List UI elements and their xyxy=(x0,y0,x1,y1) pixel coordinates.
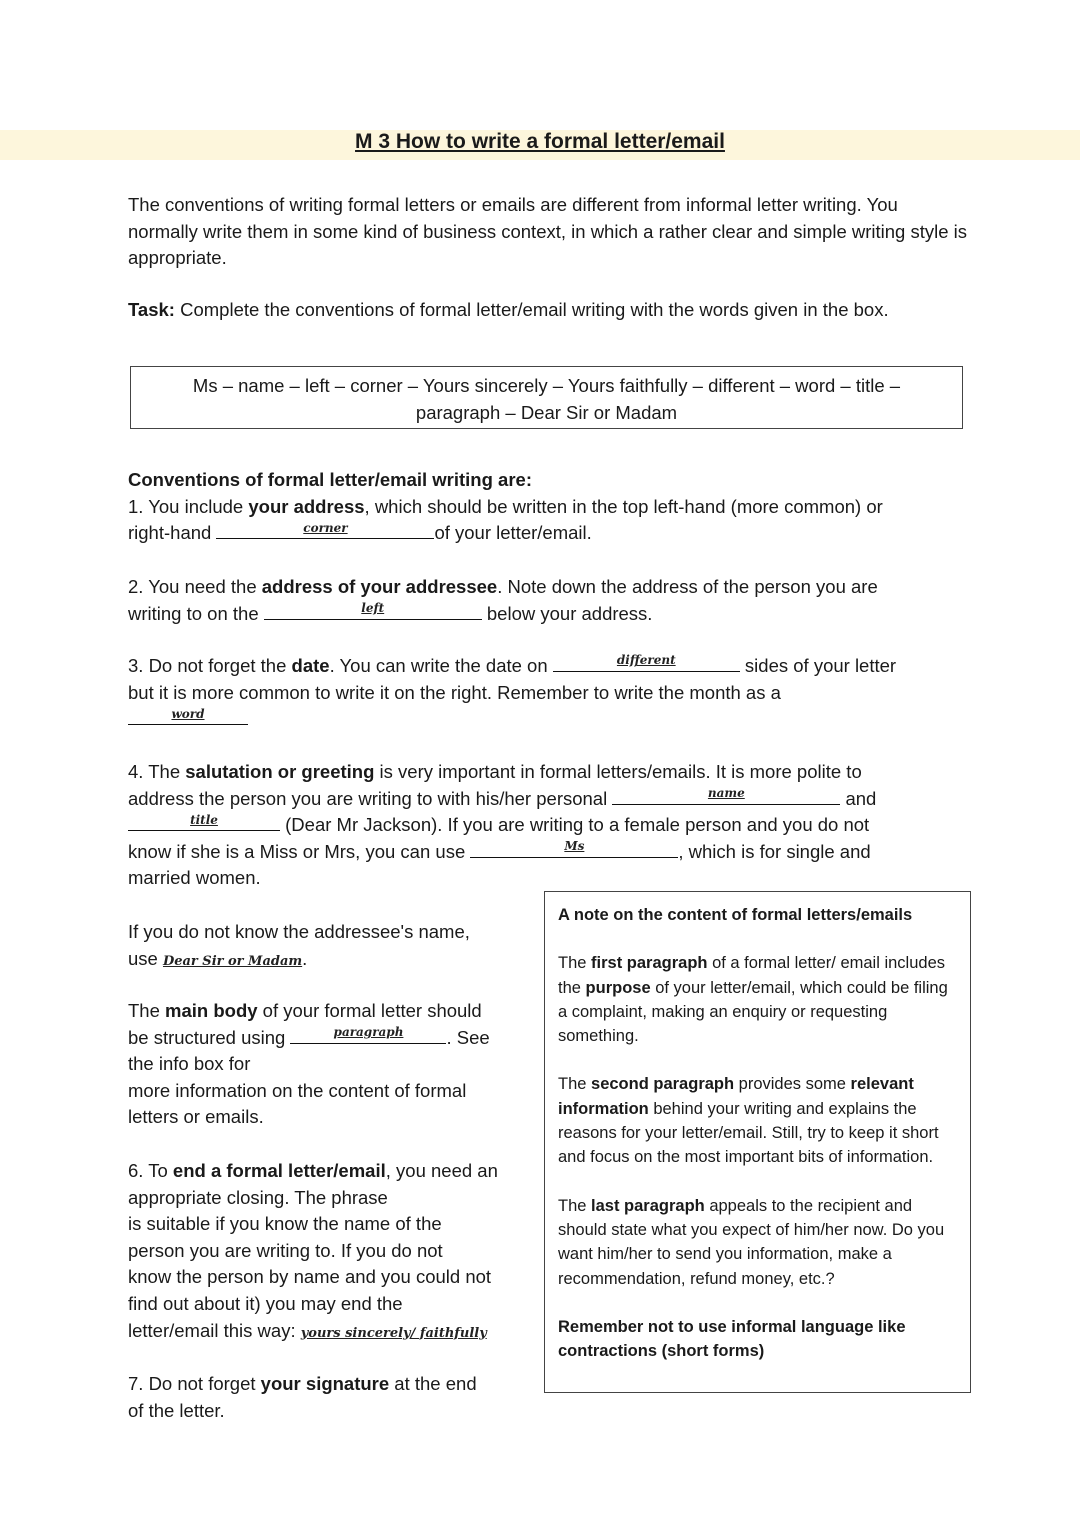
convention-3: 3. Do not forget the date. You can write the date on different sides of your letter but it is more common to write it on the right. Remember to write the month as a word xyxy=(128,653,968,733)
word-box-line-2: paragraph – Dear Sir or Madam xyxy=(415,401,678,423)
note-reminder: Remember not to use informal language like contractions (short forms) xyxy=(558,1317,906,1361)
answer-ms: Ms xyxy=(564,839,585,854)
blank-title xyxy=(128,812,280,831)
blank-paragraph xyxy=(290,1025,446,1044)
conventions-section: Conventions of formal letter/email writing are: 1. You include your address, which should be written in the top left-hand (more common) or right-hand corner of your letter/email. xyxy=(128,469,883,544)
answer-dear-sir-or-madam: Dear Sir or Madam xyxy=(162,953,303,969)
answer-corner: corner xyxy=(303,520,348,535)
convention-7: 7. Do not forget your signature at the end of the letter. xyxy=(128,1373,477,1421)
note-title: A note on the content of formal letters/emails xyxy=(558,906,913,924)
note-paragraph-1: The first paragraph of a formal letter/ email includes the purpose of your letter/email, which could be filing a complaint, making an enquiry or requesting something. xyxy=(558,954,948,1046)
answer-closing: yours sincerely/ faithfully xyxy=(300,1325,487,1341)
answer-left: left xyxy=(361,601,385,615)
task-paragraph xyxy=(128,297,948,324)
answer-title: title xyxy=(190,812,218,827)
note-paragraph-2: The second paragraph provides some relevant information behind your writing and explains the reasons for your letter/email. Still, try to keep it short and focus on the most important bits of information. xyxy=(558,1075,939,1167)
convention-5a: If you do not know the addressee's name, use Dear Sir or Madam. xyxy=(128,921,470,969)
blank-name xyxy=(612,786,840,805)
intro-paragraph: The conventions of writing formal letters or emails are different from informal letter writing. You normally write them in some kind of business context, in which a rather clear and simple writing style is appropriate. xyxy=(128,194,968,269)
answer-paragraph: paragraph xyxy=(333,1025,404,1039)
note-box xyxy=(544,891,971,1393)
convention-5b: The main body of your formal letter should be structured using paragraph . See the info box for more information on the content of formal letters or emails. xyxy=(128,1000,490,1128)
convention-6: 6. To end a formal letter/email, you need an appropriate closing. The phrase is suitable if you know the name of the person you are writing to. If you do not know the person by name and you could not find out about it) you may end the letter/email this way: yours sincerely/ faithfully xyxy=(128,1160,498,1341)
blank-different xyxy=(553,653,740,672)
task-label: Task: xyxy=(128,299,175,320)
page-title: M 3 How to write a formal letter/email xyxy=(355,130,725,153)
blank-word xyxy=(128,706,248,725)
answer-different: different xyxy=(616,653,676,668)
convention-4: 4. The salutation or greeting is very important in formal letters/emails. It is more polite to address the person you are writing to with his/her personal name and title (Dear Mr Jackson). If you are writing to a female person and you do not know if she is a Miss or Mrs, you can use Ms , which is for single and married women. xyxy=(128,761,877,889)
convention-2: 2. You need the address of your addressee. Note down the address of the person you are writing to on the left below your address. xyxy=(128,576,878,624)
task-text: Complete the conventions of formal letter/email writing with the words given in the box. xyxy=(174,299,889,320)
blank-left xyxy=(264,601,482,620)
conventions-heading: Conventions of formal letter/email writing are: xyxy=(128,469,532,490)
note-paragraph-3: The last paragraph appeals to the recipient and should state what you expect of him/her now. Do you want him/her to send you information, make a recommendation, refund money, etc.? xyxy=(558,1196,945,1288)
answer-word: word xyxy=(171,706,205,721)
word-box xyxy=(130,366,963,429)
answer-name: name xyxy=(707,786,745,800)
blank-corner xyxy=(216,520,434,539)
word-box-line-1: Ms – name – left – corner – Yours sincerely – Yours faithfully – different – word – title – xyxy=(192,375,901,396)
blank-ms xyxy=(470,839,678,858)
